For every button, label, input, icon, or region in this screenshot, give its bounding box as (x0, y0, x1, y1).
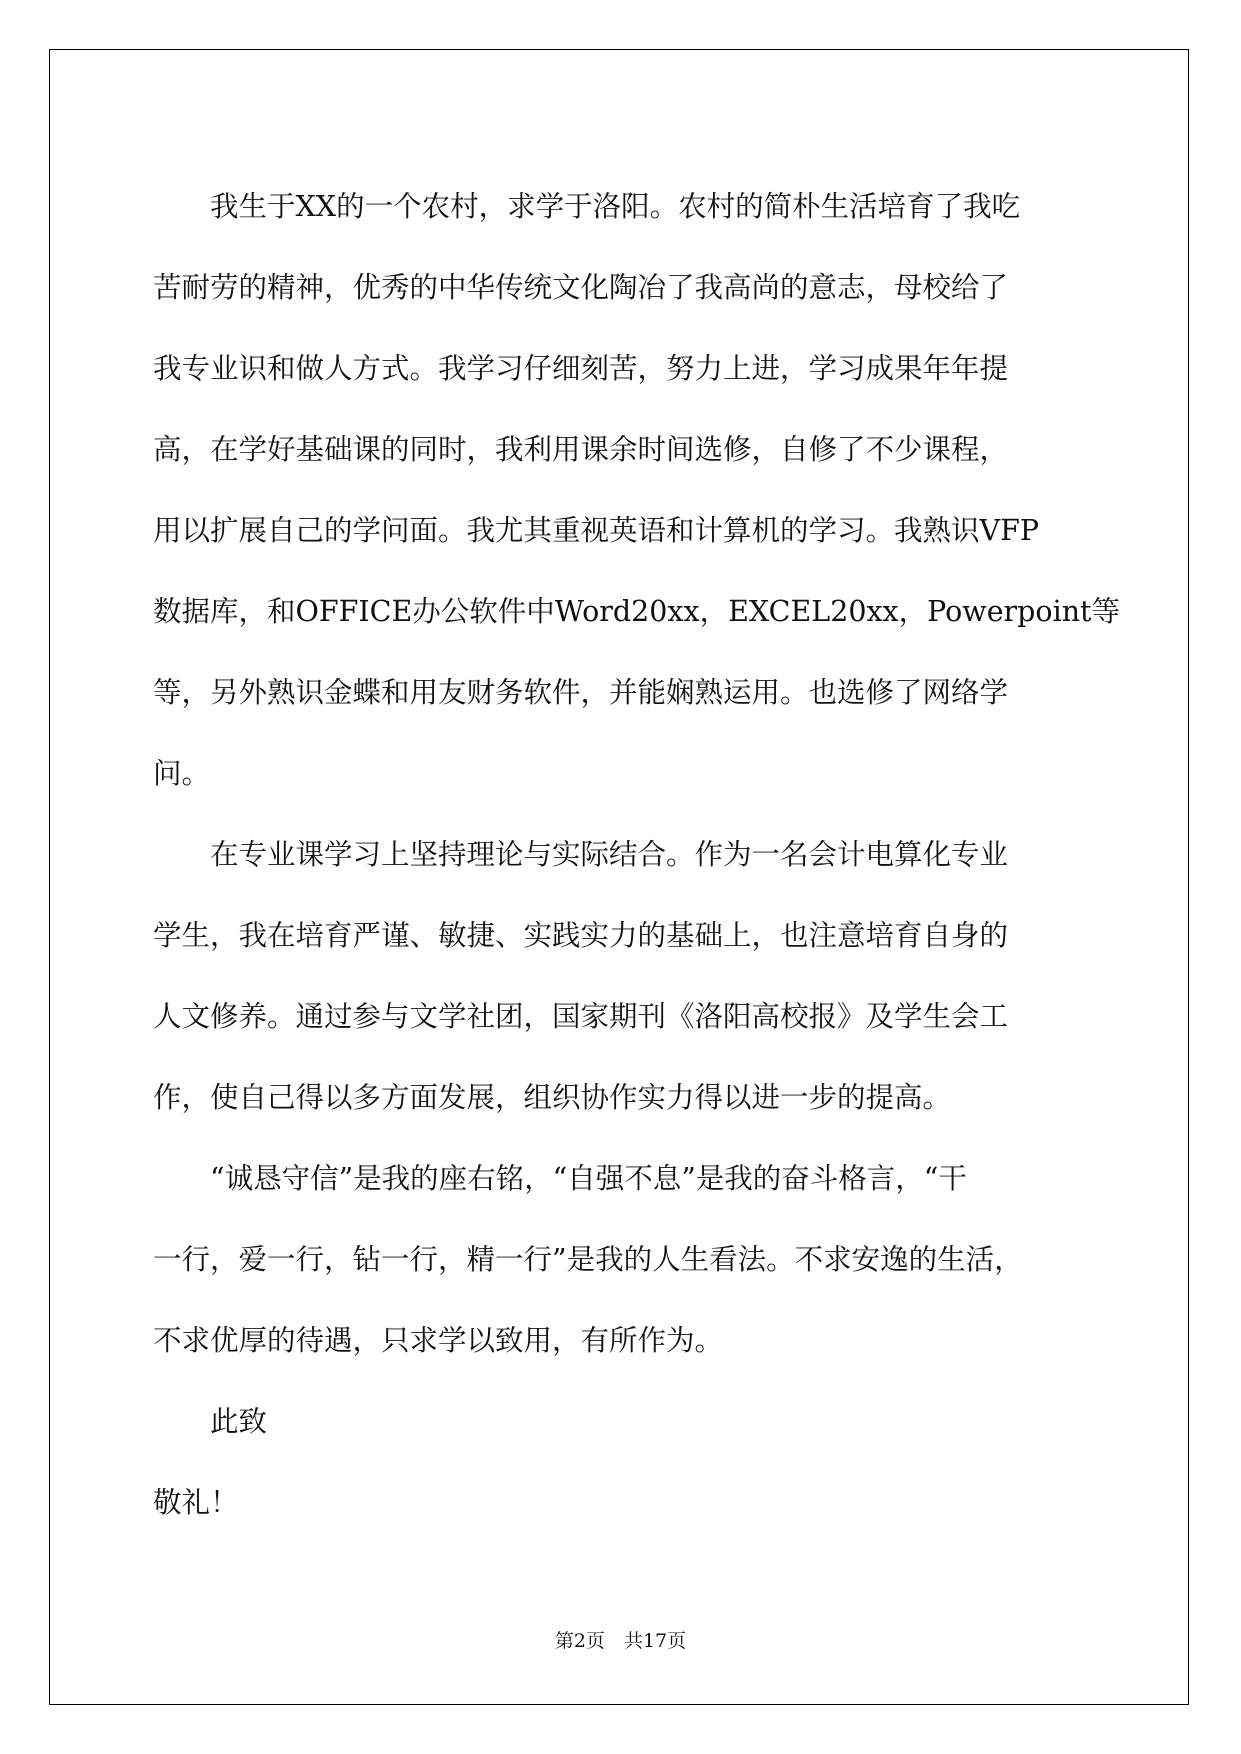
text-line: 我生于XX的一个农村，求学于洛阳。农村的简朴生活培育了我吃 (210, 190, 1021, 223)
text-line: 不求优厚的待遇，只求学以致用，有所作为。 (153, 1324, 724, 1357)
text-line: “诚恳守信”是我的座右铭，“自强不息”是我的奋斗格言，“干 (210, 1162, 967, 1195)
paragraph-motto (153, 1138, 1088, 1381)
paragraph-education (153, 166, 1121, 814)
closing-regards: 敬礼！ (153, 1486, 239, 1519)
text-line: 一行，爱一行，钻一行，精一行”是我的人生看法。不求安逸的生活， (153, 1243, 1023, 1276)
closing-salutation: 此致 (210, 1405, 268, 1438)
text-line: 问。 (153, 757, 211, 790)
paragraph-practice (153, 814, 1088, 1138)
text-line: 高，在学好基础课的同时，我利用课余时间选修，自修了不少课程， (153, 433, 1009, 466)
text-line: 作，使自己得以多方面发展，组织协作实力得以进一步的提高。 (153, 1081, 952, 1114)
page-number: 第2页 共17页 (554, 1630, 687, 1652)
text-line: 在专业课学习上坚持理论与实际结合。作为一名会计电算化专业 (210, 838, 1009, 871)
text-line: 等，另外熟识金蝶和用友财务软件，并能娴熟运用。也选修了网络学 (153, 676, 1009, 709)
text-line: 用以扩展自己的学问面。我尤其重视英语和计算机的学习。我熟识VFP (153, 514, 1040, 547)
letter-body (153, 166, 1121, 1543)
text-line: 数据库，和OFFICE办公软件中Word20xx，EXCEL20xx，Powerpoint等 (153, 595, 1121, 628)
text-line: 人文修养。通过参与文学社团，国家期刊《洛阳高校报》及学生会工 (153, 1000, 1009, 1033)
text-line: 我专业识和做人方式。我学习仔细刻苦，努力上进，学习成果年年提 (153, 352, 1009, 385)
text-line: 苦耐劳的精神，优秀的中华传统文化陶冶了我高尚的意志，母校给了 (153, 271, 1009, 304)
text-line: 学生，我在培育严谨、敏捷、实践实力的基础上，也注意培育自身的 (153, 919, 1009, 952)
